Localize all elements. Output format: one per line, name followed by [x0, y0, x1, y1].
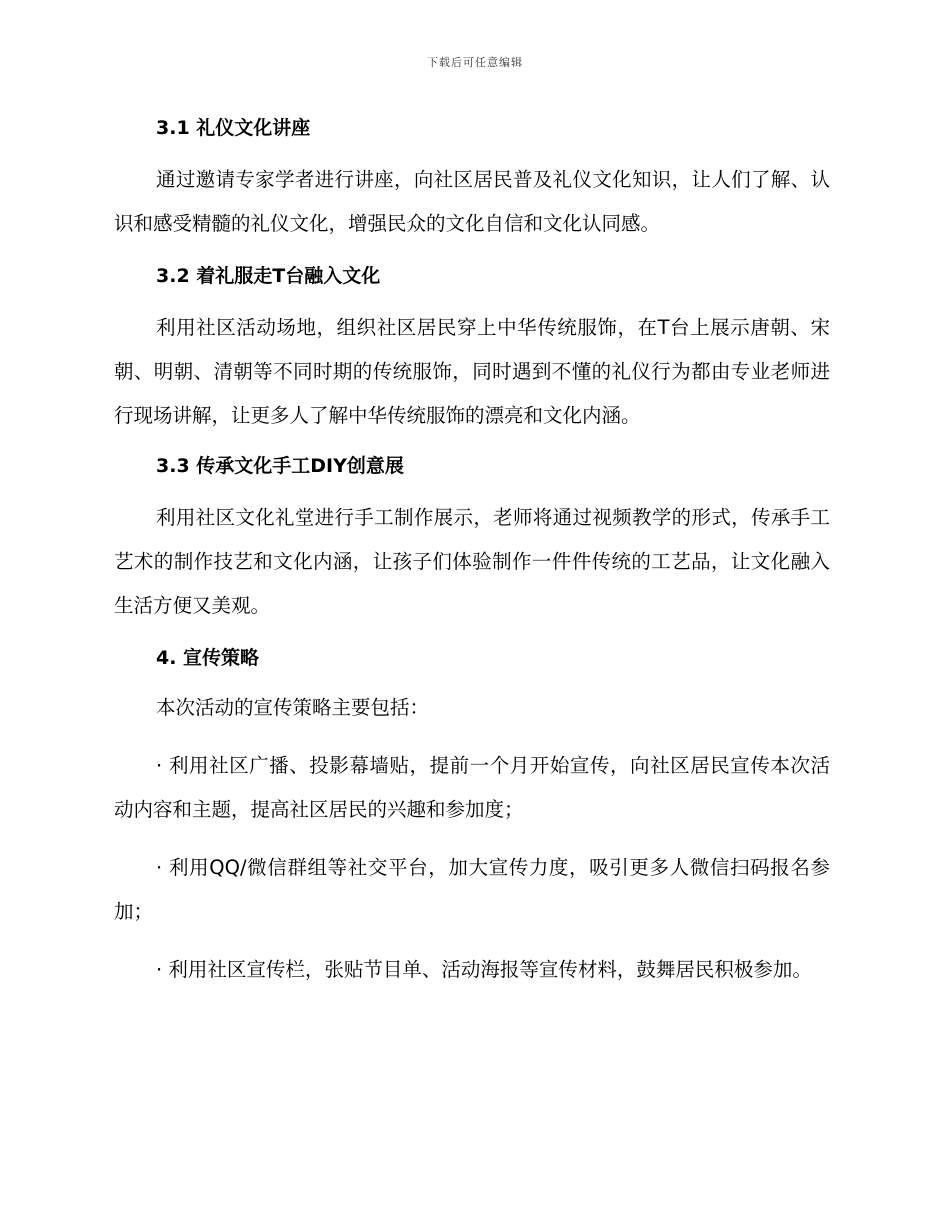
document-body — [114, 112, 830, 992]
bullet-item: · 利用社区广播、投影幕墙贴，提前一个月开始宣传，向社区居民宣传本次活动内容和主题，提高社区居民的兴趣和参加度； — [114, 754, 830, 821]
bullet-item: · 利用社区宣传栏，张贴节目单、活动海报等宣传材料，鼓舞居民积极参加。 — [156, 958, 812, 981]
bullet-item: · 利用QQ/微信群组等社交平台，加大宣传力度，吸引更多人微信扫码报名参加； — [114, 856, 830, 923]
section-paragraph: 利用社区活动场地，组织社区居民穿上中华传统服饰，在T台上展示唐朝、宋朝、明朝、清朝等不同时期的传统服饰，同时遇到不懂的礼仪行为都由专业老师进行现场讲解，让更多人了解中华传统服饰的漂亮和文化内涵。 — [114, 316, 830, 427]
section-paragraph: 通过邀请专家学者进行讲座，向社区居民普及礼仪文化知识，让人们了解、认识和感受精髓的礼仪文化，增强民众的文化自信和文化认同感。 — [114, 168, 830, 235]
section-paragraph: 本次活动的宣传策略主要包括： — [156, 696, 430, 719]
section-heading: 3.1 礼仪文化讲座 — [156, 117, 311, 139]
section-heading: 3.2 着礼服走T台融入文化 — [156, 265, 381, 287]
section-heading: 3.3 传承文化手工DIY创意展 — [156, 455, 404, 477]
header-note: 下载后可任意编辑 — [427, 56, 523, 69]
section-paragraph: 利用社区文化礼堂进行手工制作展示，老师将通过视频教学的形式，传承手工艺术的制作技艺和文化内涵，让孩子们体验制作一件件传统的工艺品，让文化融入生活方便又美观。 — [114, 506, 830, 617]
section-heading: 4. 宣传策略 — [156, 647, 260, 669]
